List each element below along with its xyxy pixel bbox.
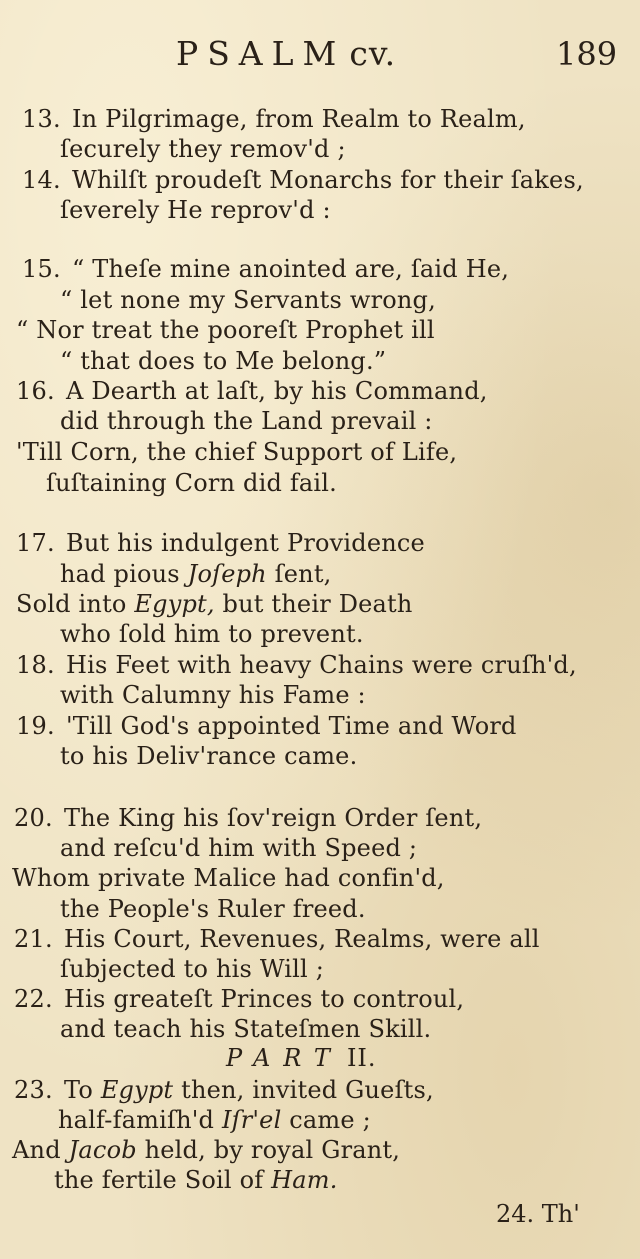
verse-text: To — [64, 1076, 101, 1104]
verse-text: the People's Ruler freed. — [60, 895, 366, 923]
verse-line — [14, 1075, 434, 1105]
verse-text: ſeverely He reprov'd : — [60, 196, 331, 224]
verse-text: The King his ſov'reign Order ſent, — [64, 804, 483, 832]
verse-text: His Court, Revenues, Realms, were all — [64, 925, 540, 953]
verse-line — [60, 833, 417, 863]
verse-text: ſent, — [266, 560, 332, 588]
catchword: 24. Th' — [496, 1200, 580, 1228]
verse-text: who ſold him to prevent. — [60, 620, 364, 648]
part-heading-word: PART — [226, 1044, 343, 1072]
verse-text: 'Till God's appointed Time and Word — [66, 712, 517, 740]
verse-text: And — [12, 1136, 69, 1164]
verse-number: 23. — [14, 1076, 53, 1104]
verse-text: held, by royal Grant, — [136, 1136, 401, 1164]
verse-line — [60, 894, 366, 924]
verse-text: Whom private Malice had confin'd, — [12, 864, 445, 892]
verse-text: In Pilgrimage, from Realm to Realm, — [72, 105, 526, 133]
verse-line — [60, 346, 386, 376]
verse-text: His greateſt Princes to controul, — [64, 985, 465, 1013]
verse-number: 20. — [14, 804, 53, 832]
proper-name: Iſr'el — [221, 1106, 282, 1134]
verse-text: His Feet with heavy Chains were cruſh'd, — [66, 651, 577, 679]
verse-line — [60, 1014, 431, 1044]
verse-line — [16, 376, 488, 406]
verse-line — [16, 711, 517, 741]
verse-line — [60, 134, 346, 164]
verse-line — [60, 195, 331, 225]
verse-number: 21. — [14, 925, 53, 953]
verse-line — [54, 1165, 338, 1195]
verse-text: but their Death — [214, 590, 413, 618]
verse-text: ſubjected to his Will ; — [60, 955, 325, 983]
verse-line — [60, 680, 366, 710]
verse-text: had pious — [60, 560, 188, 588]
verse-text: “ let none my Servants wrong, — [60, 286, 436, 314]
verse-number: 18. — [16, 651, 55, 679]
verse-text: and reſcu'd him with Speed ; — [60, 834, 418, 862]
running-head — [176, 30, 396, 78]
verse-line — [22, 165, 584, 195]
verse-line — [60, 285, 436, 315]
part-heading — [226, 1043, 377, 1073]
verse-line — [16, 528, 425, 558]
verse-text: did through the Land prevail : — [60, 407, 433, 435]
verse-text: and teach his Stateſmen Skill. — [60, 1015, 432, 1043]
part-heading-numeral: II. — [346, 1044, 377, 1072]
verse-line — [60, 619, 364, 649]
verse-text: 'Till Corn, the chief Support of Life, — [16, 438, 458, 466]
verse-line — [60, 954, 324, 984]
verse-number: 16. — [16, 377, 55, 405]
verse-line — [60, 406, 433, 436]
verse-text: “ that does to Me belong.” — [60, 347, 387, 375]
page-number: 189 — [556, 35, 618, 73]
verse-line — [12, 863, 445, 893]
verse-line — [14, 924, 540, 954]
verse-text: Sold into — [16, 590, 135, 618]
proper-name: Egypt, — [134, 590, 215, 618]
verse-line — [12, 1135, 400, 1165]
verse-number: 19. — [16, 712, 55, 740]
verse-line — [14, 984, 464, 1014]
verse-text: half-famiſh'd — [58, 1106, 222, 1134]
proper-name: Jacob — [68, 1136, 137, 1164]
verse-number: 17. — [16, 529, 55, 557]
verse-text: “ Theſe mine anointed are, ſaid He, — [72, 255, 510, 283]
verse-line — [58, 1105, 371, 1135]
running-head-title: PSALM — [176, 34, 346, 73]
verse-number: 15. — [22, 255, 61, 283]
proper-name: Egypt — [100, 1076, 174, 1104]
verse-line — [22, 254, 509, 284]
verse-text: But his indulgent Providence — [66, 529, 425, 557]
verse-text: with Calumny his Fame : — [60, 681, 366, 709]
verse-line — [60, 741, 357, 771]
verse-line — [60, 559, 332, 589]
verse-number: 13. — [22, 105, 61, 133]
proper-name: Joſeph — [187, 560, 267, 588]
verse-text: “ Nor treat the pooreſt Prophet ill — [16, 316, 435, 344]
verse-text: ſuſtaining Corn did fail. — [46, 469, 338, 497]
proper-name: Ham. — [271, 1166, 338, 1194]
verse-number: 14. — [22, 166, 61, 194]
verse-line — [16, 650, 577, 680]
verse-text: Whilſt proudeſt Monarchs for their ſakes, — [72, 166, 584, 194]
verse-line — [14, 803, 482, 833]
verse-line — [46, 468, 337, 498]
verse-text: to his Deliv'rance came. — [60, 742, 358, 770]
verse-line — [16, 315, 435, 345]
verse-text: A Dearth at laſt, by his Command, — [66, 377, 488, 405]
verse-number: 22. — [14, 985, 53, 1013]
verse-text: came ; — [281, 1106, 371, 1134]
verse-text: then, invited Gueſts, — [173, 1076, 434, 1104]
verse-line — [22, 104, 526, 134]
verse-line — [16, 589, 413, 619]
verse-text: the fertile Soil of — [54, 1166, 272, 1194]
verse-text: ſecurely they remov'd ; — [60, 135, 346, 163]
psalm-number: cv. — [349, 34, 397, 73]
verse-line — [16, 437, 457, 467]
